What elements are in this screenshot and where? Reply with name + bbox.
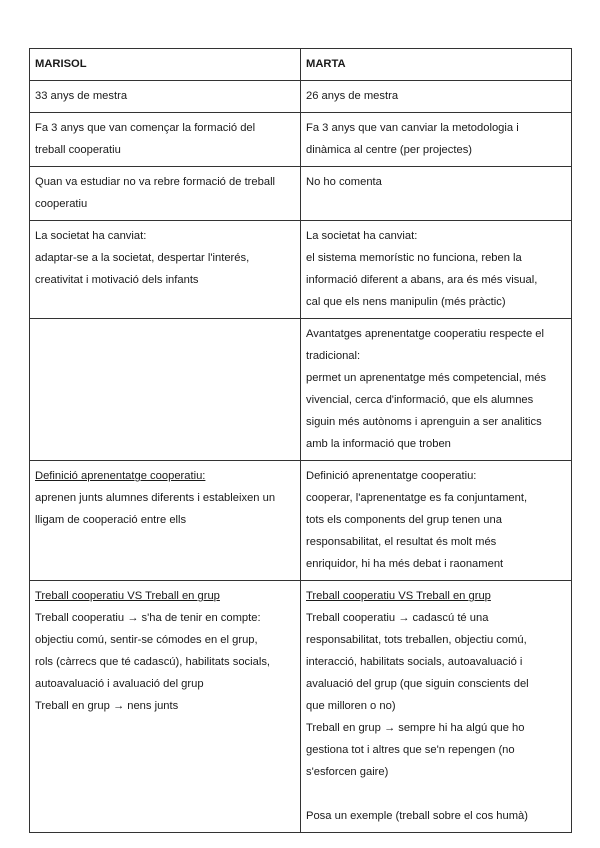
cell-line: Treball cooperatiu → cadascú té una [306, 612, 489, 624]
cell-line: Treball en grup → sempre hi ha algú que ho [306, 722, 525, 734]
cell-line: enriquidor, hi ha més debat i raonament [306, 558, 504, 570]
cell-line: vivencial, cerca d'informació, que els alumnes [306, 394, 534, 406]
cell-line: cal que els nens manipulin (més pràctic) [306, 296, 506, 308]
cell-line: No ho comenta [306, 176, 382, 188]
table-row [30, 221, 572, 319]
header-marisol: MARISOL [30, 49, 301, 81]
cell-line: s'esforcen gaire) [306, 766, 389, 778]
cell-line: La societat ha canviat: [306, 230, 418, 242]
cell-marisol-empty [30, 319, 301, 461]
cell-marta-advantages [301, 319, 572, 461]
cell-marta-cooperative-vs-group [301, 581, 572, 833]
cell-marisol-experience [30, 81, 301, 113]
cell-marta-experience [301, 81, 572, 113]
table-row [30, 113, 572, 167]
cell-line: Fa 3 anys que van començar la formació del [35, 122, 256, 134]
cell-line: interacció, habilitats socials, autoavaluació i [306, 656, 523, 668]
table-row [30, 319, 572, 461]
cell-marisol-definition [30, 461, 301, 581]
cell-marta-studies [301, 167, 572, 221]
cell-marta-methodology-change [301, 113, 572, 167]
cell-line: adaptar-se a la societat, despertar l'interés, [35, 252, 250, 264]
table-row [30, 81, 572, 113]
cell-line: que milloren o no) [306, 700, 396, 712]
cell-line: Posa un exemple (treball sobre el cos humà) [306, 810, 528, 822]
cell-line: cooperar, l'aprenentatge es fa conjuntament, [306, 492, 528, 504]
cell-line: 33 anys de mestra [35, 90, 128, 102]
cell-line: treball cooperatiu [35, 144, 121, 156]
blank-line [306, 783, 566, 805]
cell-line: tradicional: [306, 350, 361, 362]
cell-line: responsabilitat, el resultat és molt més [306, 536, 497, 548]
table-row [30, 461, 572, 581]
header-marta: MARTA [301, 49, 572, 81]
cell-line: cooperatiu [35, 198, 88, 210]
cell-line: permet un aprenentatge més competencial, més [306, 372, 547, 384]
cell-line: Fa 3 anys que van canviar la metodologia i [306, 122, 519, 134]
comparison-table [29, 48, 572, 833]
cell-line: siguin més autònoms i aprenguin a ser analitics [306, 416, 542, 428]
cell-line: Avantatges aprenentatge cooperatiu respecte el [306, 328, 545, 340]
cell-marta-society [301, 221, 572, 319]
header-row [30, 49, 572, 81]
cell-line: La societat ha canviat: [35, 230, 147, 242]
cell-line: objectiu comú, sentir-se cómodes en el grup, [35, 634, 258, 646]
cell-heading: Treball cooperatiu VS Treball en grup [306, 590, 491, 602]
cell-line: tots els components del grup tenen una [306, 514, 502, 526]
cell-line: Treball cooperatiu → s'ha de tenir en compte: [35, 612, 261, 624]
cell-line: Definició aprenentatge cooperatiu: [306, 470, 477, 482]
cell-line: Treball en grup → nens junts [35, 700, 179, 712]
cell-line: amb la informació que troben [306, 438, 451, 450]
cell-marisol-cooperative-vs-group [30, 581, 301, 833]
cell-line: Quan va estudiar no va rebre formació de treball [35, 176, 276, 188]
cell-line: 26 anys de mestra [306, 90, 399, 102]
table-row [30, 581, 572, 833]
cell-marta-definition [301, 461, 572, 581]
cell-line: creativitat i motivació dels infants [35, 274, 199, 286]
cell-heading: Treball cooperatiu VS Treball en grup [35, 590, 220, 602]
cell-line: rols (càrrecs que té cadascú), habilitats socials, [35, 656, 271, 668]
cell-line: avaluació del grup (que siguin conscients del [306, 678, 529, 690]
cell-marisol-society [30, 221, 301, 319]
table-row [30, 167, 572, 221]
cell-heading: Definició aprenentatge cooperatiu: [35, 470, 206, 482]
cell-line: gestiona tot i altres que se'n repengen (no [306, 744, 515, 756]
cell-marisol-training-start [30, 113, 301, 167]
cell-line: autoavaluació i avaluació del grup [35, 678, 204, 690]
cell-line: el sistema memorístic no funciona, reben la [306, 252, 522, 264]
cell-marisol-studies [30, 167, 301, 221]
cell-line: responsabilitat, tots treballen, objectiu comú, [306, 634, 527, 646]
cell-line: informació diferent a abans, ara és més visual, [306, 274, 538, 286]
cell-line: lligam de cooperació entre ells [35, 514, 187, 526]
cell-line: dinàmica al centre (per projectes) [306, 144, 473, 156]
cell-line: aprenen junts alumnes diferents i estableixen un [35, 492, 276, 504]
